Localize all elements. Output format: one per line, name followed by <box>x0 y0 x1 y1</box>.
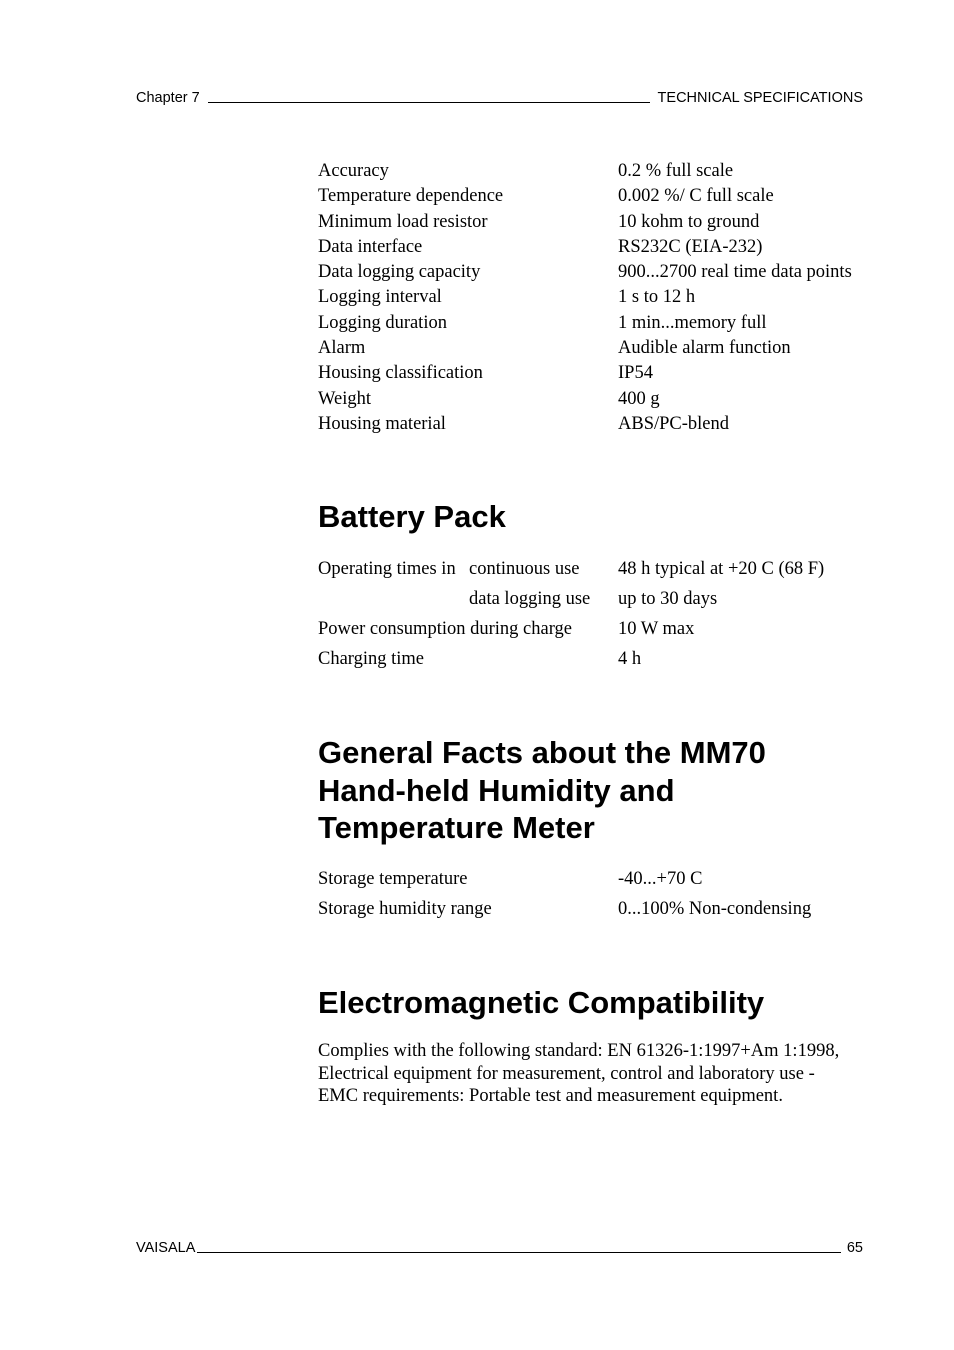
data-logging-use-value: up to 30 days <box>618 589 718 609</box>
emc-paragraph <box>318 1040 878 1108</box>
spec-value: -40...+70 C <box>618 869 703 889</box>
spec-label: Accuracy <box>318 161 389 181</box>
battery-heading: Battery Pack <box>318 499 506 534</box>
power-consumption-label: Power consumption during charge <box>318 619 572 639</box>
heading-line: Hand-held Humidity and <box>318 772 675 808</box>
spec-value: ABS/PC-blend <box>618 413 730 434</box>
spec-value: Audible alarm function <box>618 338 791 359</box>
spec-label: Storage humidity range <box>318 899 492 919</box>
spec-label: Storage temperature <box>318 869 468 889</box>
continuous-use-label: continuous use <box>469 559 580 579</box>
spec-value: 900...2700 real time data points <box>618 262 852 283</box>
data-logging-use-label: data logging use <box>469 589 591 609</box>
charging-time-label: Charging time <box>318 649 425 669</box>
paragraph-line: Electrical equipment for measurement, control and laboratory use - <box>318 1063 815 1084</box>
charging-time-value: 4 h <box>618 649 642 669</box>
heading-line: General Facts about the MM70 <box>318 735 766 770</box>
spec-value: IP54 <box>618 363 653 384</box>
spec-label: Data interface <box>318 236 423 257</box>
chapter-title: TECHNICAL SPECIFICATIONS <box>657 90 863 106</box>
company-name: VAISALA <box>136 1240 196 1256</box>
spec-label: Temperature dependence <box>318 186 504 207</box>
spec-value: 1 s to 12 h <box>618 287 696 308</box>
spec-value: 0.2 % full scale <box>618 161 734 181</box>
spec-label: Logging interval <box>318 287 442 308</box>
page-footer <box>136 1240 863 1256</box>
spec-value: 400 g <box>618 388 660 409</box>
spec-label: Logging duration <box>318 312 447 333</box>
page-number: 65 <box>846 1240 863 1256</box>
header-rule <box>208 102 650 103</box>
operating-times-label: Operating times in <box>318 559 456 579</box>
heading-line: Temperature Meter <box>318 810 595 845</box>
spec-value: 10 kohm to ground <box>618 211 760 232</box>
emc-heading: Electromagnetic Compatibility <box>318 985 765 1020</box>
page-header <box>136 90 863 106</box>
spec-value: 0...100% Non-condensing <box>618 899 812 919</box>
spec-label: Housing classification <box>318 363 483 384</box>
paragraph-line: EMC requirements: Portable test and measurement equipment. <box>318 1086 783 1106</box>
general-facts-heading <box>318 734 878 847</box>
continuous-use-value: 48 h typical at +20 C (68 F) <box>618 559 825 579</box>
spec-label: Alarm <box>318 338 366 359</box>
spec-value: 0.002 %/ C full scale <box>618 186 774 207</box>
spec-value: RS232C (EIA-232) <box>618 236 763 257</box>
power-consumption-value: 10 W max <box>618 619 695 639</box>
spec-label: Minimum load resistor <box>318 211 488 232</box>
spec-label: Housing material <box>318 413 446 434</box>
spec-value: 1 min...memory full <box>618 312 767 333</box>
paragraph-line: Complies with the following standard: EN 61326-1:1997+Am 1:1998, <box>318 1041 840 1061</box>
spec-label: Weight <box>318 388 371 409</box>
footer-rule <box>197 1252 840 1253</box>
spec-label: Data logging capacity <box>318 262 481 283</box>
chapter-label: Chapter 7 <box>136 90 200 106</box>
